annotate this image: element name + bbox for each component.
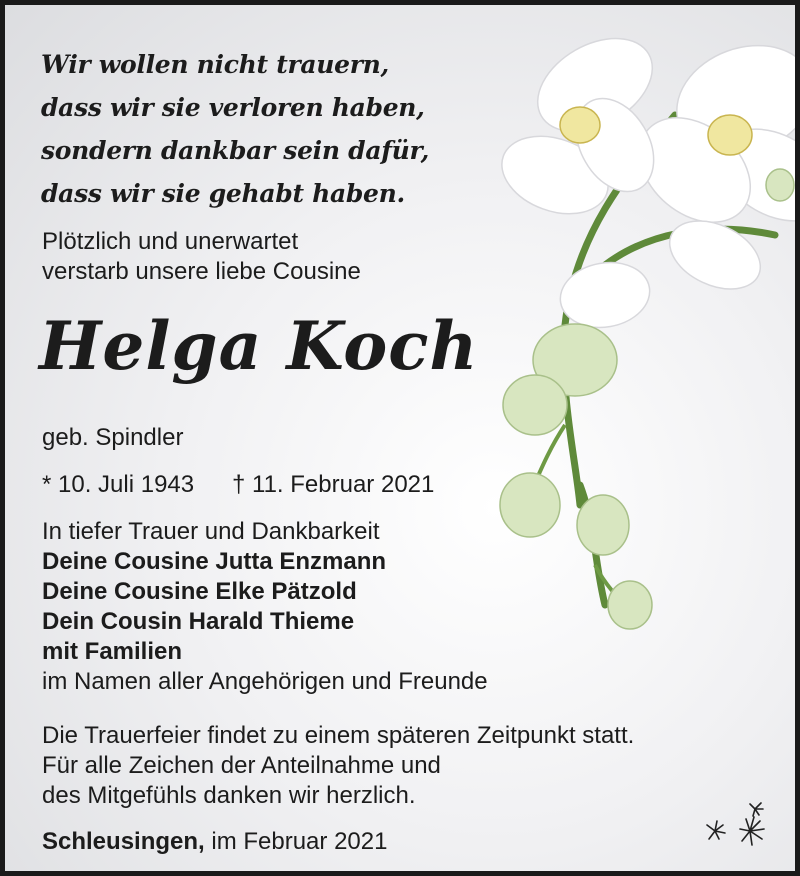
ceremony-line: Die Trauerfeier findet zu einem späteren Zeitpunkt statt. bbox=[42, 722, 635, 749]
mourner-name: Dein Cousin Harald Thieme bbox=[42, 608, 355, 635]
closing-line bbox=[42, 827, 387, 857]
mourners-outro: im Namen aller Angehörigen und Freunde bbox=[42, 668, 488, 695]
poem bbox=[41, 43, 461, 215]
maiden-name: geb. Spindler bbox=[42, 424, 184, 451]
intro-text bbox=[42, 227, 361, 287]
intro-line: Plötzlich und unerwartet bbox=[42, 228, 299, 255]
life-dates bbox=[42, 470, 434, 500]
poem-line: dass wir sie verloren haben, bbox=[41, 93, 425, 122]
death-date: † 11. Februar 2021 bbox=[232, 471, 435, 498]
ceremony-text bbox=[42, 721, 634, 811]
dandelion-icon bbox=[695, 791, 775, 851]
poem-line: sondern dankbar sein dafür, bbox=[41, 136, 430, 165]
birth-date: * 10. Juli 1943 bbox=[42, 471, 195, 498]
poem-line: dass wir sie gehabt haben. bbox=[41, 179, 405, 208]
intro-line: verstarb unsere liebe Cousine bbox=[42, 258, 361, 285]
mourner-name: Deine Cousine Elke Pätzold bbox=[42, 578, 357, 605]
closing-date: im Februar 2021 bbox=[204, 828, 388, 855]
ceremony-line: Für alle Zeichen der Anteilnahme und bbox=[42, 752, 441, 779]
deceased-name: Helga Koch bbox=[39, 307, 479, 385]
mourners-intro: In tiefer Trauer und Dankbarkeit bbox=[42, 518, 380, 545]
orchid-image bbox=[445, 5, 800, 655]
mourner-name: Deine Cousine Jutta Enzmann bbox=[42, 548, 387, 575]
mourners-block bbox=[42, 517, 488, 697]
closing-place: Schleusingen, bbox=[42, 828, 205, 855]
mourner-name: mit Familien bbox=[42, 638, 183, 665]
poem-line: Wir wollen nicht trauern, bbox=[41, 50, 389, 79]
ceremony-line: des Mitgefühls danken wir herzlich. bbox=[42, 782, 416, 809]
